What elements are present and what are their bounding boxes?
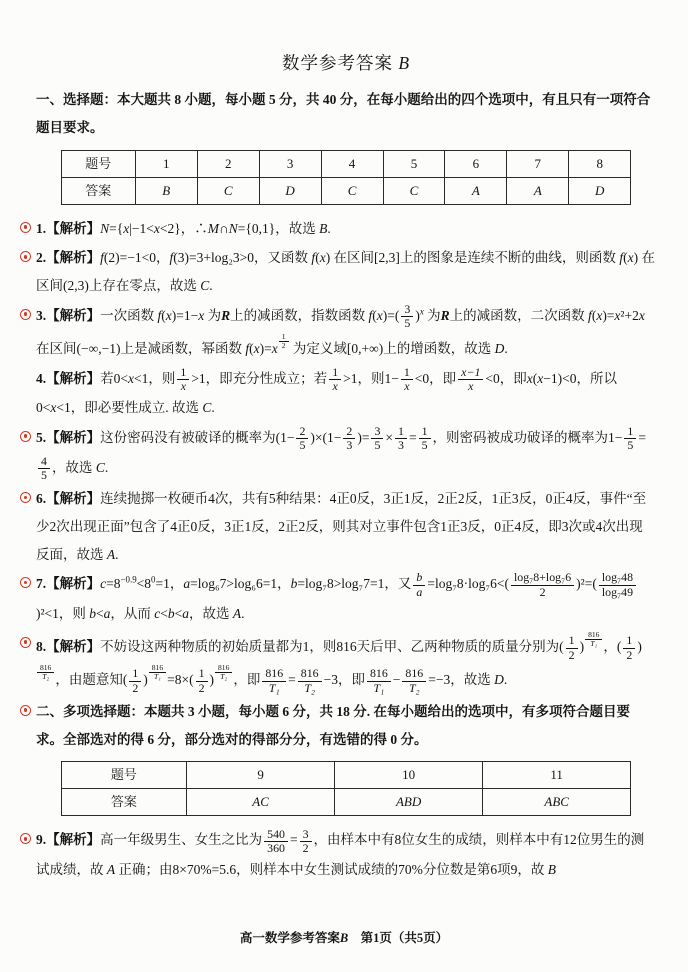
solution-item-4 — [36, 365, 656, 422]
solution-text: 5.【解析】这份密码没有被破译的概率为(1− $\frac{2}{5}$ )×(1− $\frac{2}{3}$ )= $\frac{3}{5}$ × $\frac{1}{3}$ = $\frac{1}{5}$ ，则密码被成功破译的概率为1− $\frac{1}{5}$ = $\frac{4}{5}$ ，故选 C. — [36, 424, 646, 483]
annotation-marker-icon — [20, 222, 31, 233]
solution-text: 4.【解析】若0<x<1，则 $\frac{1}{x}$ >1，即充分性成立；若 $\frac{1}{x}$ >1，则1− $\frac{1}{x}$ <0，即 $\frac{x-1}{x}$ <0，即x(x−1)<0，所以0<x<1，即必要性成立. 故选 C. — [36, 364, 618, 416]
answer-row — [61, 177, 630, 204]
question-number-cell: 1 — [135, 150, 197, 177]
answer-cell: C — [197, 177, 259, 204]
section2-heading — [36, 698, 656, 753]
section1-heading-text: 一、选择题：本大题共 8 小题，每小题 5 分，共 40 分，在每小题给出的四个选项中，有且只有一项符合题目要求。 — [36, 92, 651, 135]
row-label-cell: 题号 — [61, 762, 186, 789]
answer-cell: A — [445, 177, 507, 204]
annotation-marker-icon — [20, 492, 31, 503]
question-number-row — [61, 762, 630, 789]
question-number-cell: 8 — [569, 150, 631, 177]
question-number-cell: 2 — [197, 150, 259, 177]
question-number-cell: 4 — [321, 150, 383, 177]
question-number-cell: 11 — [483, 762, 631, 789]
solution-text: 9.【解析】高一年级男生、女生之比为 $\frac{540}{360}$ = $\frac{3}{2}$ ，由样本中有8位女生的成绩，则样本中有12位男生的测试成绩，故 A 正确；由8×70%=5.6，则样本中女生测试成绩的70%分位数是第6项9，故 B — [36, 826, 645, 878]
annotation-marker-icon — [20, 431, 31, 442]
solution-item-6 — [36, 485, 656, 568]
question-number-row — [61, 150, 630, 177]
row-label-cell: 题号 — [61, 150, 135, 177]
answer-cell: D — [569, 177, 631, 204]
annotation-marker-icon — [20, 833, 31, 844]
annotation-marker-icon — [20, 637, 31, 648]
solution-item-1 — [36, 215, 656, 243]
answer-cell: ABD — [335, 789, 483, 816]
question-number-cell: 9 — [187, 762, 335, 789]
solution-text: 2.【解析】f(2)=−1<0，f(3)=3+log₂3>0，又函数 f(x) 在区间[2,3]上的图象是连续不断的曲线，则函数 f(x) 在区间(2,3)上存在零点，故选 C. — [36, 250, 655, 294]
annotation-marker-icon — [20, 251, 31, 262]
solution-item-9 — [36, 826, 656, 883]
solution-item-7 — [36, 570, 656, 627]
question-number-cell: 6 — [445, 150, 507, 177]
answer-cell: C — [321, 177, 383, 204]
solution-text: 7.【解析】$c=8^{-0.9}<8^0=1$，a=log₆7>log₆6=1，b=log₇8>log₇7=1，又 $\frac{b}{a}$ =log₇8·log₇6<( $\frac{\text{log₇8+log₇6}}{2}$ )²=( $\frac{\text{log₇48}}{\text{log₇49}}$ )²<1，则 b<a，从而 c<b<a，故选 A. — [36, 576, 638, 621]
solution-text: 3.【解析】一次函数 f(x)=1−x 为R上的减函数，指数函数 f(x)=( $\frac{3}{5}$ )$^x$ 为R上的减函数，二次函数 f(x)=x²+2x 在区间(−∞,−1)上是减函数，幂函数 f(x)=x $\frac{1}{2}$ 为定义域[0,+∞)上的增函数，故选 D. — [36, 301, 645, 356]
solution-text: 8.【解析】不妨设这两种物质的初始质量都为1，则816天后甲、乙两种物质的质量分别为( $\frac{1}{2}$ ) $\frac{816}{\text{T₁}}$ ，( $\frac{1}{2}$ ) $\frac{816}{\text{T₂}}$ ，由题意知( $\frac{1}{2}$ ) $\frac{816}{\text{T₁}}$ =8×( $\frac{1}{2}$ ) $\frac{816}{\text{T₂}}$ ，即 $\frac{816}{\text{T₁}}$ = $\frac{816}{\text{T₂}}$ −3，即 $\frac{816}{\text{T₁}}$ − $\frac{816}{\text{T₂}}$ =−3，故选 D. — [36, 629, 642, 695]
single-choice-answer-table — [61, 150, 631, 205]
annotation-marker-icon — [20, 705, 31, 716]
annotation-marker-icon — [20, 309, 31, 320]
solution-text: 6.【解析】连续抛掷一枚硬币4次，共有5种结果：4正0反，3正1反，2正2反，1正3反，0正4反，事件“至少2次出现正面”包含了4正0反，3正1反，2正2反，则其对立事件包含1正3反，0正4反，即3次或4次出现反面，故选 A. — [36, 491, 647, 562]
question-number-cell: 5 — [383, 150, 445, 177]
solution-item-3 — [36, 302, 656, 363]
solution-item-5 — [36, 424, 656, 483]
question-number-cell: 10 — [335, 762, 483, 789]
answer-cell: ABC — [483, 789, 631, 816]
question-number-cell: 3 — [259, 150, 321, 177]
answer-cell: AC — [187, 789, 335, 816]
page-title: 数学参考答案 B — [281, 53, 411, 73]
solution-item-8 — [36, 630, 656, 696]
answer-cell: A — [507, 177, 569, 204]
annotation-marker-icon — [20, 577, 31, 588]
multi-choice-answer-table — [61, 761, 631, 816]
solution-text: 1.【解析】N={x|−1<x<2}，∴M∩N={0,1}，故选 B. — [36, 220, 331, 236]
section1-heading — [36, 86, 656, 141]
page-footer: 高一数学参考答案B 第1页（共5页） — [239, 931, 449, 946]
answer-row — [61, 789, 630, 816]
question-number-cell: 7 — [507, 150, 569, 177]
section2-heading-text: 二、多项选择题：本题共 3 小题，每小题 6 分，共 18 分. 在每小题给出的选项中，有多项符合题目要求。全部选对的得 6 分，部分选对的得部分分，有选错的得 0 分。 — [36, 703, 630, 747]
row-label-cell: 答案 — [61, 789, 186, 816]
row-label-cell: 答案 — [61, 177, 135, 204]
solution-item-2 — [36, 244, 656, 299]
answer-cell: B — [135, 177, 197, 204]
answer-cell: C — [383, 177, 445, 204]
answer-cell: D — [259, 177, 321, 204]
